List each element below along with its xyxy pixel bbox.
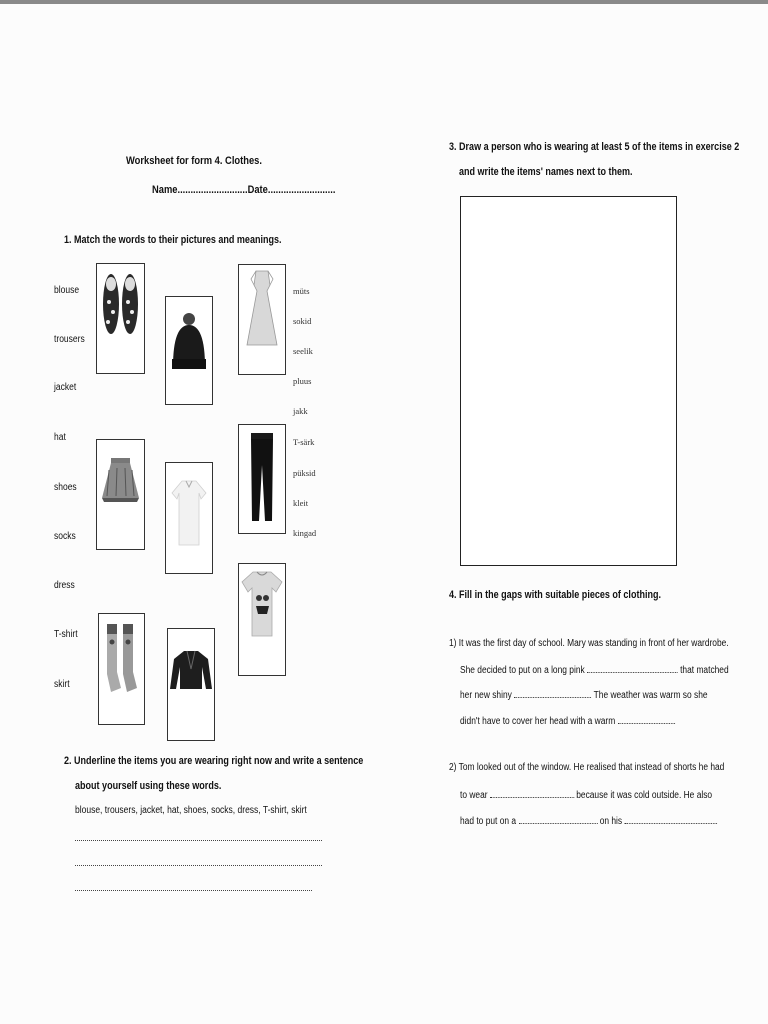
estonian-word: müts	[293, 286, 310, 296]
answer-line[interactable]	[75, 890, 312, 891]
gap-text-segment: on his	[599, 816, 623, 827]
estonian-word: T-särk	[293, 437, 315, 447]
blouse-picture	[165, 462, 213, 574]
gap-text-2-line3	[460, 815, 717, 827]
gap-blank[interactable]	[514, 689, 591, 698]
exercise1-heading: 1. Match the words to their pictures and meanings.	[64, 234, 282, 246]
dress-picture	[238, 264, 286, 375]
gap-text-2-line2	[460, 789, 712, 801]
trousers-picture	[238, 424, 286, 534]
gap-text-segment: had to put on a	[460, 816, 517, 827]
socks-picture	[98, 613, 145, 725]
skirt-picture	[96, 439, 145, 550]
estonian-word: jakk	[293, 406, 308, 416]
gap-blank[interactable]	[490, 789, 574, 798]
gap-text-1-line4	[460, 715, 675, 727]
exercise4-heading: 4. Fill in the gaps with suitable pieces of clothing.	[449, 589, 662, 601]
gap-text-2-line1: 2) Tom looked out of the window. He realised that instead of shorts he had	[449, 762, 725, 773]
english-word: blouse	[54, 285, 80, 296]
exercise2-word-list: blouse, trousers, jacket, hat, shoes, socks, dress, T-shirt, skirt	[75, 805, 307, 816]
gap-text-segment: because it was cold outside. He also	[576, 790, 713, 801]
gap-text-segment: that matched	[680, 665, 729, 676]
gap-blank[interactable]	[587, 664, 678, 673]
gap-text-1-line1: 1) It was the first day of school. Mary was standing in front of her wardrobe.	[449, 638, 729, 649]
exercise3-heading-line2: and write the items' names next to them.	[459, 166, 633, 178]
english-word: dress	[54, 580, 75, 591]
english-word: T-shirt	[54, 629, 78, 640]
drawing-box[interactable]	[460, 196, 677, 566]
answer-line[interactable]	[75, 840, 322, 841]
english-word: trousers	[54, 334, 85, 345]
gap-text-segment: to wear	[460, 790, 488, 801]
gap-text-1-line3	[460, 689, 708, 701]
gap-text-1-line2	[460, 664, 729, 676]
gap-blank[interactable]	[624, 815, 716, 824]
estonian-word: sokid	[293, 316, 312, 326]
english-word: shoes	[54, 482, 77, 493]
tshirt-picture	[238, 563, 286, 676]
gap-text-segment: didn't have to cover her head with a warm	[460, 716, 616, 727]
english-word: hat	[54, 432, 66, 443]
name-date-line: Name...........................Date..........................	[152, 184, 336, 196]
scan-edge	[0, 0, 768, 4]
jacket-picture	[167, 628, 215, 741]
gap-blank[interactable]	[618, 715, 675, 724]
estonian-word: seelik	[293, 346, 313, 356]
english-word: socks	[54, 531, 76, 542]
estonian-word: püksid	[293, 468, 316, 478]
answer-line[interactable]	[75, 865, 322, 866]
english-word: skirt	[54, 679, 70, 690]
estonian-word: pluus	[293, 376, 312, 386]
hat-picture	[165, 296, 213, 405]
exercise3-heading-line1: 3. Draw a person who is wearing at least 5 of the items in exercise 2	[449, 141, 740, 153]
worksheet-title: Worksheet for form 4. Clothes.	[126, 155, 262, 167]
estonian-word: kleit	[293, 498, 309, 508]
gap-text-segment: her new shiny	[460, 690, 512, 701]
gap-blank[interactable]	[518, 815, 597, 824]
exercise2-heading-line2: about yourself using these words.	[75, 780, 222, 792]
gap-text-segment: The weather was warm so she	[593, 690, 708, 701]
exercise2-heading-line1: 2. Underline the items you are wearing right now and write a sentence	[64, 755, 364, 767]
estonian-word: kingad	[293, 528, 317, 538]
gap-text-segment: She decided to put on a long pink	[460, 665, 585, 676]
shoes-picture	[96, 263, 145, 374]
english-word: jacket	[54, 382, 77, 393]
